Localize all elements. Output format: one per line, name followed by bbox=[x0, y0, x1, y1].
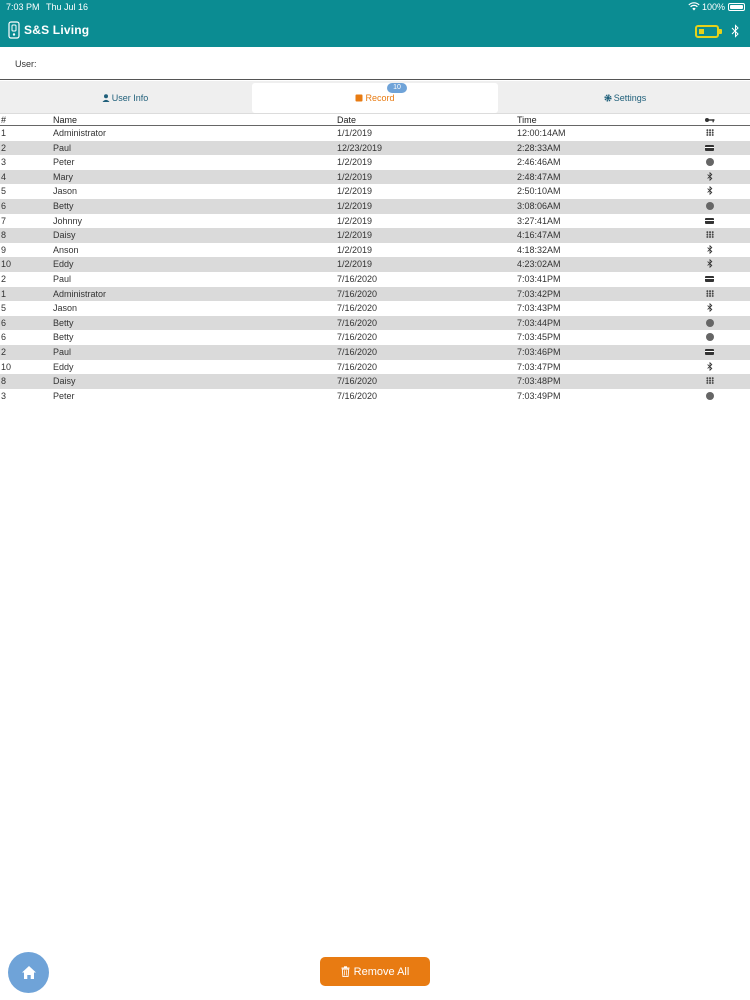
lock-battery-icon bbox=[695, 25, 719, 38]
brand bbox=[8, 19, 89, 41]
cell-num: 6 bbox=[1, 317, 7, 328]
cell-num: 5 bbox=[1, 186, 7, 197]
fingerprint-icon bbox=[706, 333, 714, 341]
cell-date: 7/16/2020 bbox=[337, 346, 378, 357]
fingerprint-icon bbox=[706, 202, 714, 210]
cell-date: 1/2/2019 bbox=[337, 244, 373, 255]
bluetooth-icon bbox=[707, 362, 713, 371]
cell-name: Paul bbox=[53, 142, 72, 153]
table-row[interactable] bbox=[0, 170, 750, 185]
cell-time: 4:18:32AM bbox=[517, 244, 561, 255]
home-button[interactable] bbox=[8, 952, 49, 993]
key-icon bbox=[704, 115, 716, 125]
cell-method bbox=[704, 201, 716, 211]
table-row[interactable] bbox=[0, 199, 750, 214]
cell-date: 1/2/2019 bbox=[337, 157, 373, 168]
cell-time: 2:50:10AM bbox=[517, 186, 561, 197]
table-row[interactable] bbox=[0, 345, 750, 360]
cell-date: 1/2/2019 bbox=[337, 200, 373, 211]
table-row[interactable] bbox=[0, 243, 750, 258]
app-name: S&S Living bbox=[24, 23, 90, 37]
cell-time: 7:03:49PM bbox=[517, 390, 561, 401]
cell-method bbox=[704, 391, 716, 401]
table-row[interactable] bbox=[0, 214, 750, 229]
tab-settings[interactable] bbox=[500, 81, 750, 114]
cell-name: Administrator bbox=[53, 128, 107, 138]
bluetooth-icon bbox=[707, 172, 713, 181]
cell-date: 1/2/2019 bbox=[337, 171, 373, 182]
record-table bbox=[0, 114, 750, 403]
cell-name: Eddy bbox=[53, 361, 74, 372]
cell-time: 7:03:44PM bbox=[517, 317, 561, 328]
cell-num: 1 bbox=[1, 128, 7, 138]
header-date: Date bbox=[337, 115, 357, 125]
cell-num: 7 bbox=[1, 215, 7, 226]
cell-method bbox=[704, 186, 716, 196]
cell-method bbox=[704, 362, 716, 372]
status-battery-percent: 100% bbox=[702, 2, 726, 12]
cell-date: 1/2/2019 bbox=[337, 259, 373, 270]
cell-method bbox=[704, 289, 716, 299]
remove-all-button[interactable] bbox=[320, 957, 430, 986]
cell-time: 4:23:02AM bbox=[517, 259, 561, 270]
keypad-icon bbox=[706, 290, 714, 297]
cell-num: 8 bbox=[1, 230, 7, 241]
status-time: 7:03 PM bbox=[6, 2, 40, 12]
cell-time: 7:03:42PM bbox=[517, 288, 561, 299]
cell-num: 8 bbox=[1, 376, 7, 387]
bluetooth-icon bbox=[707, 259, 713, 268]
header-num: # bbox=[1, 115, 7, 125]
table-row[interactable] bbox=[0, 155, 750, 170]
cell-name: Peter bbox=[53, 157, 75, 168]
status-date: Thu Jul 16 bbox=[46, 2, 89, 12]
table-row[interactable] bbox=[0, 141, 750, 156]
cell-date: 7/16/2020 bbox=[337, 317, 378, 328]
table-row[interactable] bbox=[0, 301, 750, 316]
cell-date: 7/16/2020 bbox=[337, 332, 378, 343]
table-row[interactable] bbox=[0, 316, 750, 331]
cell-num: 2 bbox=[1, 273, 7, 284]
remove-all-label: Remove All bbox=[353, 965, 410, 978]
gear-icon bbox=[604, 94, 612, 102]
system-battery-icon bbox=[728, 3, 745, 11]
record-icon bbox=[355, 94, 363, 102]
cell-date: 1/2/2019 bbox=[337, 215, 373, 226]
cell-time: 3:27:41AM bbox=[517, 215, 561, 226]
cell-date: 7/16/2020 bbox=[337, 361, 378, 372]
table-row[interactable] bbox=[0, 330, 750, 345]
cell-method bbox=[704, 259, 716, 269]
table-row[interactable] bbox=[0, 126, 750, 141]
cell-name: Betty bbox=[53, 332, 74, 343]
table-row[interactable] bbox=[0, 184, 750, 199]
fingerprint-icon bbox=[706, 319, 714, 327]
cell-method bbox=[704, 143, 716, 153]
tab-user-info[interactable] bbox=[0, 81, 250, 114]
cell-date: 7/16/2020 bbox=[337, 376, 378, 387]
cell-method bbox=[704, 303, 716, 313]
cell-date: 1/2/2019 bbox=[337, 186, 373, 197]
cell-num: 6 bbox=[1, 332, 7, 343]
cell-num: 2 bbox=[1, 346, 7, 357]
keypad-icon bbox=[706, 377, 714, 384]
cell-method bbox=[704, 128, 716, 138]
cell-method bbox=[704, 332, 716, 342]
bluetooth-icon[interactable] bbox=[731, 24, 740, 38]
cell-num: 1 bbox=[1, 288, 7, 299]
cell-num: 6 bbox=[1, 200, 7, 211]
cell-time: 7:03:46PM bbox=[517, 346, 561, 357]
cell-num: 4 bbox=[1, 171, 7, 182]
record-count-badge: 10 bbox=[387, 83, 407, 93]
card-icon bbox=[705, 349, 714, 355]
user-bar bbox=[0, 47, 750, 80]
cell-date: 7/16/2020 bbox=[337, 390, 378, 401]
app-header bbox=[0, 0, 750, 47]
cell-time: 2:28:33AM bbox=[517, 142, 561, 153]
tab-record-label: Record bbox=[365, 93, 395, 103]
tab-settings-label: Settings bbox=[613, 92, 647, 103]
cell-num: 10 bbox=[1, 361, 12, 372]
cell-date: 7/16/2020 bbox=[337, 273, 378, 284]
cell-method bbox=[704, 245, 716, 255]
table-row[interactable] bbox=[0, 272, 750, 287]
cell-name: Johnny bbox=[53, 215, 83, 226]
cell-num: 2 bbox=[1, 142, 7, 153]
table-row[interactable] bbox=[0, 374, 750, 389]
wifi-icon bbox=[688, 2, 700, 11]
table-body bbox=[0, 126, 750, 403]
tab-bar bbox=[0, 81, 750, 114]
cell-name: Daisy bbox=[53, 230, 76, 241]
cell-name: Peter bbox=[53, 390, 75, 401]
cell-method bbox=[704, 216, 716, 226]
cell-name: Jason bbox=[53, 186, 78, 197]
cell-num: 5 bbox=[1, 303, 7, 314]
cell-name: Administrator bbox=[53, 288, 107, 299]
user-icon bbox=[102, 94, 110, 102]
fingerprint-icon bbox=[706, 158, 714, 166]
table-row[interactable] bbox=[0, 287, 750, 302]
lock-battery-fill bbox=[699, 29, 704, 34]
cell-date: 7/16/2020 bbox=[337, 288, 378, 299]
home-icon bbox=[21, 965, 37, 980]
cell-name: Betty bbox=[53, 317, 74, 328]
cell-time: 12:00:14AM bbox=[517, 128, 566, 138]
cell-name: Mary bbox=[53, 171, 73, 182]
cell-date: 1/1/2019 bbox=[337, 128, 373, 138]
cell-time: 7:03:41PM bbox=[517, 273, 561, 284]
keypad-icon bbox=[706, 129, 714, 136]
cell-name: Anson bbox=[53, 244, 79, 255]
fingerprint-icon bbox=[706, 392, 714, 400]
table-row[interactable] bbox=[0, 228, 750, 243]
cell-name: Daisy bbox=[53, 376, 76, 387]
table-row[interactable] bbox=[0, 257, 750, 272]
cell-method bbox=[704, 157, 716, 167]
cell-date: 12/23/2019 bbox=[337, 142, 383, 153]
card-icon bbox=[705, 218, 714, 224]
keypad-icon bbox=[706, 231, 714, 238]
cell-time: 3:08:06AM bbox=[517, 200, 561, 211]
cell-name: Betty bbox=[53, 200, 74, 211]
cell-name: Eddy bbox=[53, 259, 74, 270]
cell-num: 9 bbox=[1, 244, 7, 255]
bluetooth-icon bbox=[707, 245, 713, 254]
cell-num: 10 bbox=[1, 259, 12, 270]
cell-time: 2:48:47AM bbox=[517, 171, 561, 182]
cell-time: 4:16:47AM bbox=[517, 230, 561, 241]
cell-time: 2:46:46AM bbox=[517, 157, 561, 168]
cell-date: 1/2/2019 bbox=[337, 230, 373, 241]
cell-method bbox=[704, 172, 716, 182]
cell-method bbox=[704, 230, 716, 240]
header-name: Name bbox=[53, 115, 78, 125]
table-row[interactable] bbox=[0, 389, 750, 404]
cell-num: 3 bbox=[1, 157, 7, 168]
user-label: User: bbox=[15, 59, 37, 69]
cell-time: 7:03:48PM bbox=[517, 376, 561, 387]
header-time: Time bbox=[517, 115, 537, 125]
cell-method bbox=[704, 376, 716, 386]
table-row[interactable] bbox=[0, 360, 750, 375]
card-icon bbox=[705, 145, 714, 151]
tab-user-info-label: User Info bbox=[111, 92, 149, 103]
status-bar bbox=[0, 0, 750, 14]
cell-time: 7:03:47PM bbox=[517, 361, 561, 372]
cell-name: Paul bbox=[53, 346, 72, 357]
cell-time: 7:03:45PM bbox=[517, 332, 561, 343]
cell-method bbox=[704, 347, 716, 357]
cell-num: 3 bbox=[1, 390, 7, 401]
cell-method bbox=[704, 274, 716, 284]
bluetooth-icon bbox=[707, 303, 713, 312]
cell-date: 7/16/2020 bbox=[337, 303, 378, 314]
table-header bbox=[0, 114, 750, 126]
card-icon bbox=[705, 276, 714, 282]
tab-record[interactable] bbox=[252, 83, 498, 113]
trash-icon bbox=[341, 966, 350, 977]
cell-time: 7:03:43PM bbox=[517, 303, 561, 314]
cell-name: Paul bbox=[53, 273, 72, 284]
cell-method bbox=[704, 318, 716, 328]
cell-name: Jason bbox=[53, 303, 78, 314]
logo-icon bbox=[8, 21, 20, 39]
bluetooth-icon bbox=[707, 186, 713, 195]
